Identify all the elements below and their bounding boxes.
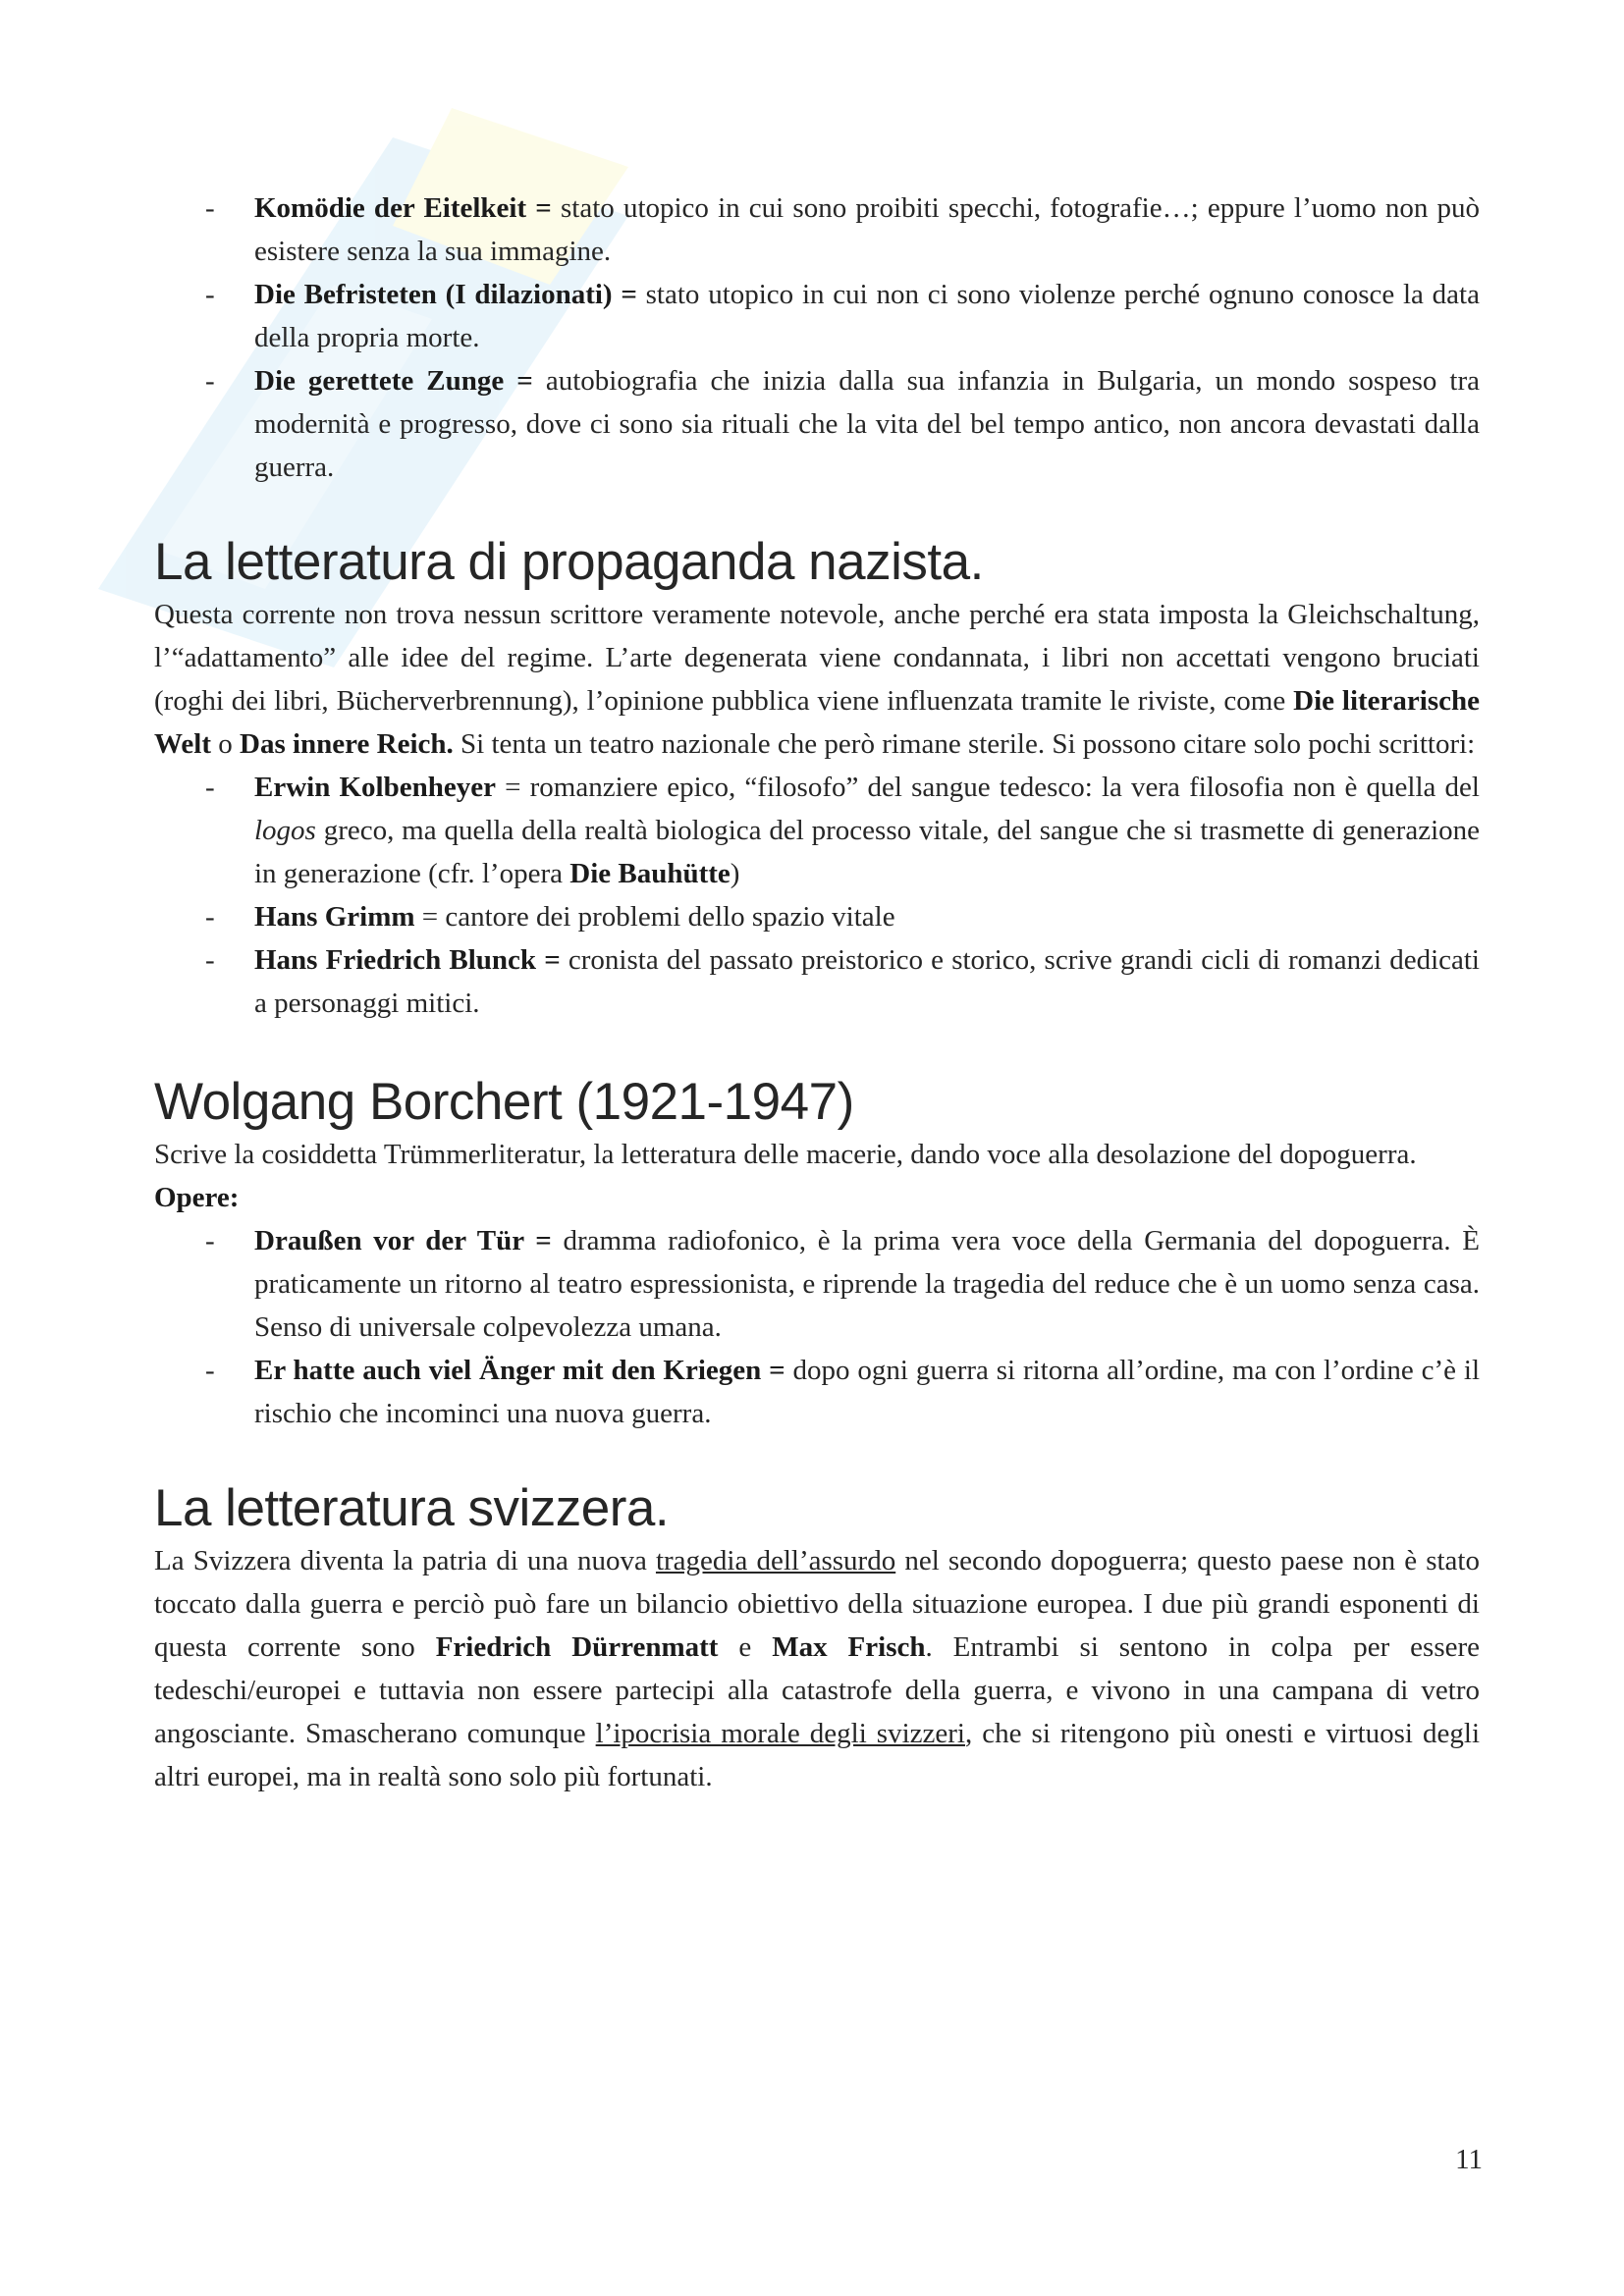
underlined-term: l’ipocrisia morale degli svizzeri [595, 1718, 965, 1749]
page-number: 11 [1455, 2144, 1483, 2175]
works-label-text: Opere: [154, 1182, 240, 1213]
dash-bullet: - [205, 192, 215, 224]
list-item [154, 766, 1480, 895]
paragraph-text: . Entrambi si sentono in colpa per essere tedeschi/europei e tuttavia non essere partecipi alla catastrofe della guerra, e vivono in una campana di vetro angosciante. Smascherano comunque [154, 1631, 1481, 1749]
work-title: Komödie der Eitelkeit = [254, 192, 552, 224]
list-item [154, 895, 1480, 938]
author-description: = romanziere epico, “filosofo” del sangue tedesco: la vera filosofia non è quella del [495, 772, 1480, 803]
dash-bullet: - [205, 1225, 215, 1256]
magazine-title: Das innere Reich. [240, 728, 454, 760]
dash-bullet: - [205, 365, 215, 397]
list-item [154, 359, 1480, 489]
list-item [154, 938, 1480, 1025]
work-title: Die Bauhütte [569, 858, 731, 889]
work-title: Die Befristeten (I dilazionati) = [254, 279, 637, 310]
work-description: dopo ogni guerra si ritorna all’ordine, ma con l’ordine c’è il rischio che incominci una nuova guerra. [254, 1355, 1481, 1429]
list-item [154, 1349, 1480, 1435]
paragraph-text: , che si ritengono più onesti e virtuosi degli altri europei, ma in realtà sono solo più fortunati. [154, 1718, 1480, 1792]
section-paragraph-propaganda [154, 593, 1480, 766]
section-paragraph-borchert: Scrive la cosiddetta Trümmerliteratur, la letteratura delle macerie, dando voce alla desolazione del dopoguerra. [154, 1139, 1417, 1170]
works-label [154, 1176, 1480, 1219]
work-title: Die gerettete Zunge = [254, 365, 533, 397]
author-description: = cantore dei problemi dello spazio vitale [414, 901, 895, 933]
section-heading-borchert: Wolgang Borchert (1921-1947) [154, 1073, 854, 1131]
work-description: stato utopico in cui sono proibiti specchi, fotografie…; eppure l’uomo non può esistere senza la sua immagine. [254, 192, 1480, 267]
author-description: cronista del passato preistorico e storico, scrive grandi cicli di romanzi dedicati a personaggi mitici. [254, 944, 1480, 1019]
borchert-works-list [154, 1219, 1480, 1435]
paragraph-text: Si tenta un teatro nazionale che però rimane sterile. Si possono citare solo pochi scrittori: [453, 728, 1476, 760]
list-item [154, 273, 1480, 359]
paragraph-text: o [211, 728, 240, 760]
section-heading-propaganda: La letteratura di propaganda nazista. [154, 533, 984, 591]
section-heading-svizzera: La letteratura svizzera. [154, 1479, 670, 1537]
authors-list [154, 766, 1480, 1025]
dash-bullet: - [205, 1355, 215, 1386]
list-item [154, 187, 1480, 273]
work-description: stato utopico in cui non ci sono violenze perché ognuno conosce la data della propria morte. [254, 279, 1480, 353]
author-name: Erwin Kolbenheyer [254, 772, 496, 803]
paragraph-text: La Svizzera diventa la patria di una nuova [154, 1545, 656, 1576]
section-paragraph-svizzera [154, 1539, 1480, 1798]
author-name: Max Frisch [772, 1631, 926, 1663]
dash-bullet: - [205, 772, 215, 803]
author-name: Hans Friedrich Blunck = [254, 944, 561, 976]
dash-bullet: - [205, 901, 215, 933]
work-description: autobiografia che inizia dalla sua infanzia in Bulgaria, un mondo sospeso tra modernità e progresso, dove ci sono sia rituali che la vita del bel tempo antico, non ancora devastati dalla guerra. [254, 365, 1480, 483]
author-name: Hans Grimm [254, 901, 415, 933]
author-name: Friedrich Dürrenmatt [435, 1631, 719, 1663]
author-description: ) [730, 858, 740, 889]
paragraph-text: Questa corrente non trova nessun scrittore veramente notevole, anche perché era stata imposta la Gleichschaltung, l’“adattamento” alle idee del regime. L’arte degenerata viene condannata, i libri non accettati vengono bruciati (roghi dei libri, Bücherverbrennung), l’opinione pubblica viene influenzata tramite le riviste, come [154, 599, 1480, 717]
author-description: greco, ma quella della realtà biologica del processo vitale, del sangue che si trasmette di generazione in generazione (cfr. l’opera [254, 815, 1480, 889]
work-description: dramma radiofonico, è la prima vera voce della Germania del dopoguerra. È praticamente un ritorno al teatro espressionista, e riprende la tragedia del reduce che è un uomo senza casa. Senso di universale colpevolezza umana. [254, 1225, 1480, 1343]
paragraph-text: nel secondo dopoguerra; questo paese non è stato toccato dalla guerra e perciò può fare un bilancio obiettivo della situazione europea. I due più grandi esponenti di questa corrente sono [154, 1545, 1480, 1663]
work-title: Er hatte auch viel Änger mit den Kriegen = [254, 1355, 785, 1386]
works-list-top [154, 187, 1480, 489]
dash-bullet: - [205, 944, 215, 976]
work-title: Draußen vor der Tür = [254, 1225, 552, 1256]
magazine-title: Die literarische Welt [154, 685, 1480, 760]
document-body [154, 187, 1480, 1798]
dash-bullet: - [205, 279, 215, 310]
paragraph-text: e [718, 1631, 773, 1663]
underlined-term: tragedia dell’assurdo [655, 1545, 896, 1576]
italic-term: logos [254, 815, 316, 846]
list-item [154, 1219, 1480, 1349]
